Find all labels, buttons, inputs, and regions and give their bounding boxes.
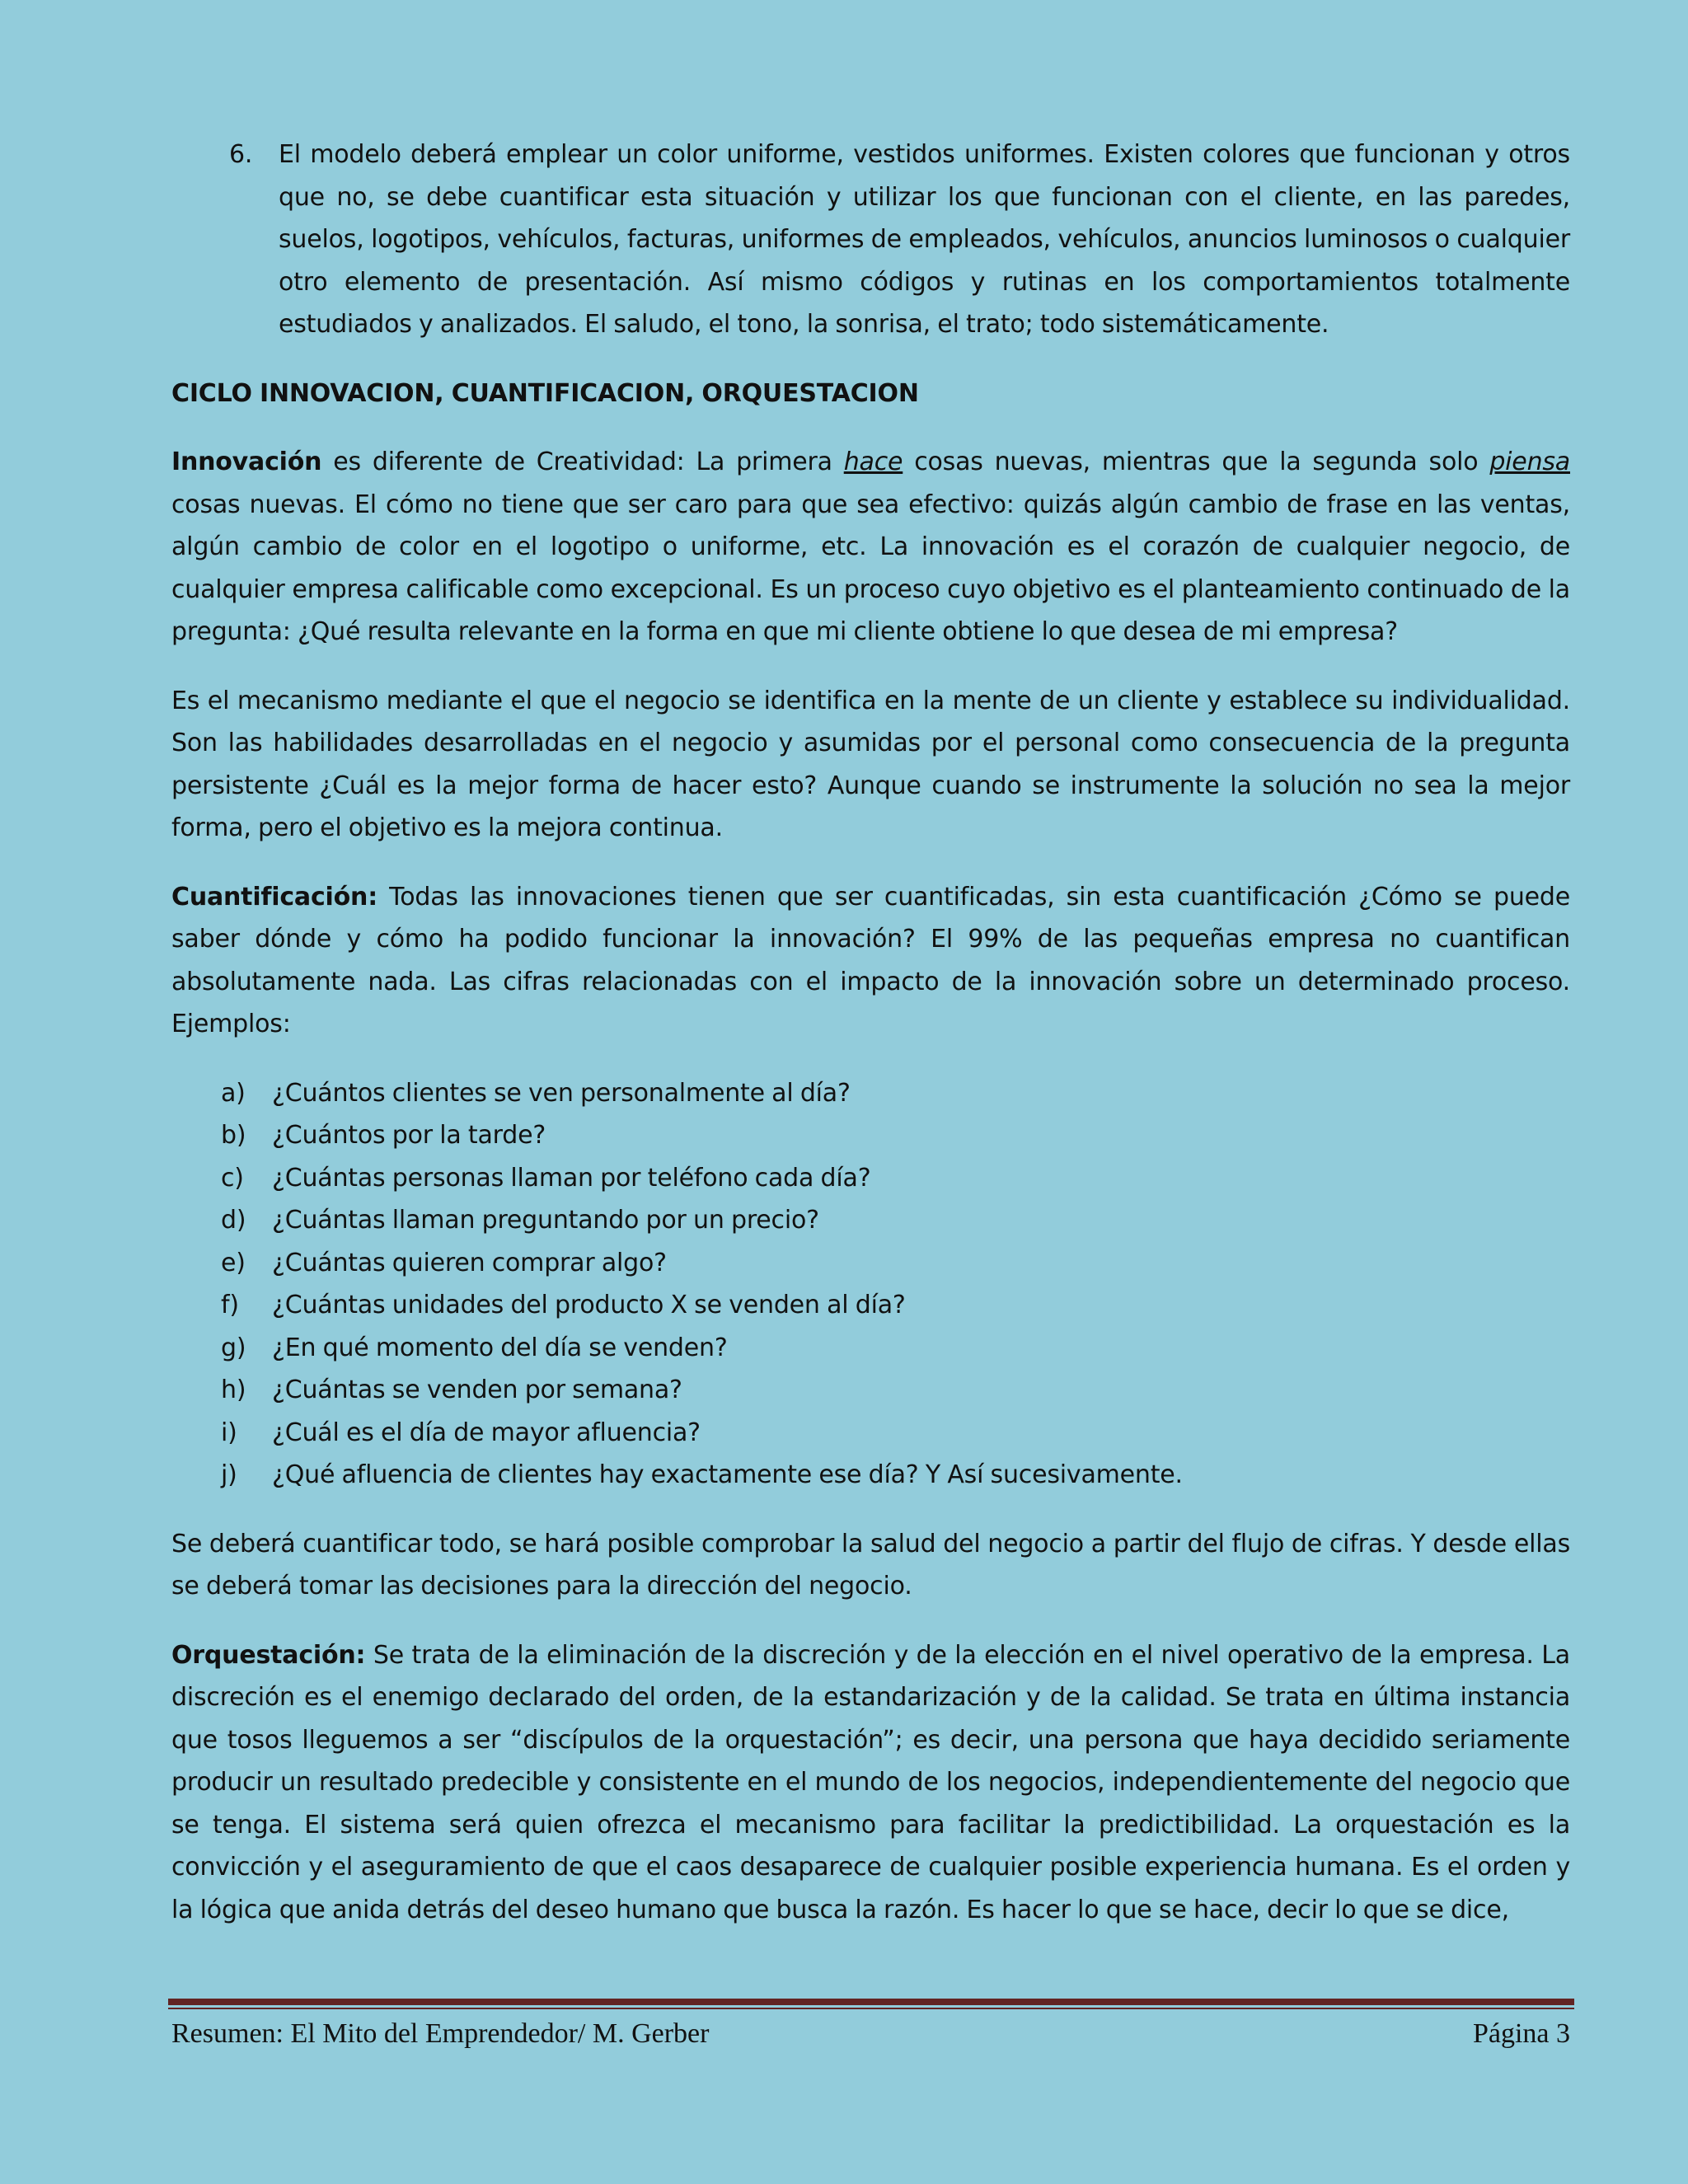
page-footer bbox=[171, 2013, 1570, 2055]
questions-list bbox=[171, 1072, 1570, 1497]
question-text: ¿Cuántas se venden por semana? bbox=[272, 1376, 682, 1404]
list-number: 6. bbox=[229, 140, 253, 169]
page-body bbox=[171, 134, 1570, 1957]
question-marker: g) bbox=[221, 1333, 246, 1362]
question-item bbox=[171, 1284, 1570, 1327]
footer-divider-thin bbox=[168, 2008, 1574, 2009]
question-text: ¿Cuántas personas llaman por teléfono cada día? bbox=[272, 1163, 871, 1193]
cuantificar-paragraph: Se deberá cuantificar todo, se hará posible comprobar la salud del negocio a partir del flujo de cifras. Y desde ellas se deberá tomar las decisiones para la dirección del negocio. bbox=[171, 1529, 1570, 1601]
question-text: ¿Cuántos por la tarde? bbox=[272, 1121, 546, 1150]
cuantificacion-paragraph bbox=[171, 876, 1570, 1046]
orquestacion-paragraph bbox=[171, 1634, 1570, 1932]
question-marker: c) bbox=[221, 1163, 244, 1193]
page-number: Página 3 bbox=[1472, 2018, 1570, 2049]
footer-title: Resumen: El Mito del Emprendedor/ M. Gerber bbox=[171, 2018, 710, 2049]
innovacion-text-part3: cosas nuevas. El cómo no tiene que ser caro para que sea efectivo: quizás algún cambio de frase en las ventas, algún cambio de color en el logotipo o uniforme, etc. La innovación es el corazón de cualquier negocio, de cualquier empresa calificable como excepcional. Es un proceso cuyo objetivo es el planteamiento continuado de la pregunta: ¿Qué resulta relevante en la forma en que mi cliente obtiene lo que desea de mi empresa? bbox=[171, 490, 1570, 646]
section-heading: CICLO INNOVACION, CUANTIFICACION, ORQUESTACION bbox=[171, 378, 919, 408]
question-text: ¿En qué momento del día se venden? bbox=[272, 1333, 728, 1362]
question-item bbox=[171, 1327, 1570, 1370]
orquestacion-text: Se trata de la eliminación de la discreción y de la elección en el nivel operativo de la empresa. La discreción es el enemigo declarado del orden, de la estandarización y de la calidad. Se trata en última instancia que tosos lleguemos a ser “discípulos de la orquestación”; es decir, una persona que haya decidido seriamente producir un resultado predecible y consistente en el mundo de los negocios, independientemente del negocio que se tenga. El sistema será quien ofrezca el mecanismo para facilitar la predictibilidad. La orquestación es la convicción y el aseguramiento de que el caos desaparece de cualquier posible experiencia humana. Es el orden y la lógica que anida detrás del deseo humano que busca la razón. Es hacer lo que se hace, decir lo que se dice, bbox=[171, 1640, 1570, 1924]
question-text: ¿Cuántos clientes se ven personalmente al día? bbox=[272, 1078, 851, 1108]
question-marker: i) bbox=[221, 1418, 237, 1447]
orquestacion-label: Orquestación: bbox=[171, 1640, 366, 1670]
question-marker: e) bbox=[221, 1248, 246, 1277]
question-marker: f) bbox=[221, 1291, 239, 1319]
list-item bbox=[171, 134, 1570, 346]
question-text: ¿Qué afluencia de clientes hay exactamente ese día? Y Así sucesivamente. bbox=[272, 1460, 1183, 1489]
question-marker: h) bbox=[221, 1376, 246, 1404]
innovacion-text-part1: es diferente de Creatividad: La primera bbox=[321, 448, 844, 476]
question-item bbox=[171, 1199, 1570, 1242]
question-marker: b) bbox=[221, 1121, 246, 1150]
question-marker: d) bbox=[221, 1206, 246, 1235]
question-item bbox=[171, 1454, 1570, 1497]
question-text: ¿Cuántas llaman preguntando por un precio? bbox=[272, 1206, 819, 1235]
question-item bbox=[171, 1242, 1570, 1285]
question-text: ¿Cuántas quieren comprar algo? bbox=[272, 1248, 667, 1277]
innovacion-label: Innovación bbox=[171, 448, 322, 476]
question-marker: a) bbox=[221, 1078, 246, 1108]
innovacion-emphasis-piensa: piensa bbox=[1489, 448, 1570, 476]
innovacion-emphasis-hace: hace bbox=[843, 448, 903, 476]
question-text: ¿Cuántas unidades del producto X se venden al día? bbox=[272, 1291, 906, 1319]
cuantificacion-text: Todas las innovaciones tienen que ser cuantificadas, sin esta cuantificación ¿Cómo se puede saber dónde y cómo ha podido funcionar la innovación? El 99% de las pequeñas empresa no cuantifican absolutamente nada. Las cifras relacionadas con el impacto de la innovación sobre un determinado proceso. Ejemplos: bbox=[171, 882, 1570, 1038]
question-item bbox=[171, 1412, 1570, 1455]
innovacion-paragraph bbox=[171, 441, 1570, 654]
question-item bbox=[171, 1072, 1570, 1115]
question-text: ¿Cuál es el día de mayor afluencia? bbox=[272, 1418, 701, 1447]
footer-divider-thick bbox=[168, 1999, 1574, 2005]
list-item-text: El modelo deberá emplear un color uniforme, vestidos uniformes. Existen colores que funcionan y otros que no, se debe cuantificar esta situación y utilizar los que funcionan con el cliente, en las paredes, suelos, logotipos, vehículos, facturas, uniformes de empleados, vehículos, anuncios luminosos o cualquier otro elemento de presentación. Así mismo códigos y rutinas en los comportamientos totalmente estudiados y analizados. El saludo, el tono, la sonrisa, el trato; todo sistemáticamente. bbox=[279, 140, 1570, 339]
question-item bbox=[171, 1369, 1570, 1412]
question-marker: j) bbox=[221, 1460, 237, 1489]
cuantificacion-label: Cuantificación: bbox=[171, 882, 377, 912]
question-item bbox=[171, 1157, 1570, 1200]
mecanismo-paragraph: Es el mecanismo mediante el que el negocio se identifica en la mente de un cliente y establece su individualidad. Son las habilidades desarrolladas en el negocio y asumidas por el personal como consecuencia de la pregunta persistente ¿Cuál es la mejor forma de hacer esto? Aunque cuando se instrumente la solución no sea la mejor forma, pero el objetivo es la mejora continua. bbox=[171, 686, 1570, 842]
question-item bbox=[171, 1114, 1570, 1157]
innovacion-text-part2: cosas nuevas, mientras que la segunda solo bbox=[903, 448, 1490, 476]
numbered-list bbox=[171, 134, 1570, 346]
